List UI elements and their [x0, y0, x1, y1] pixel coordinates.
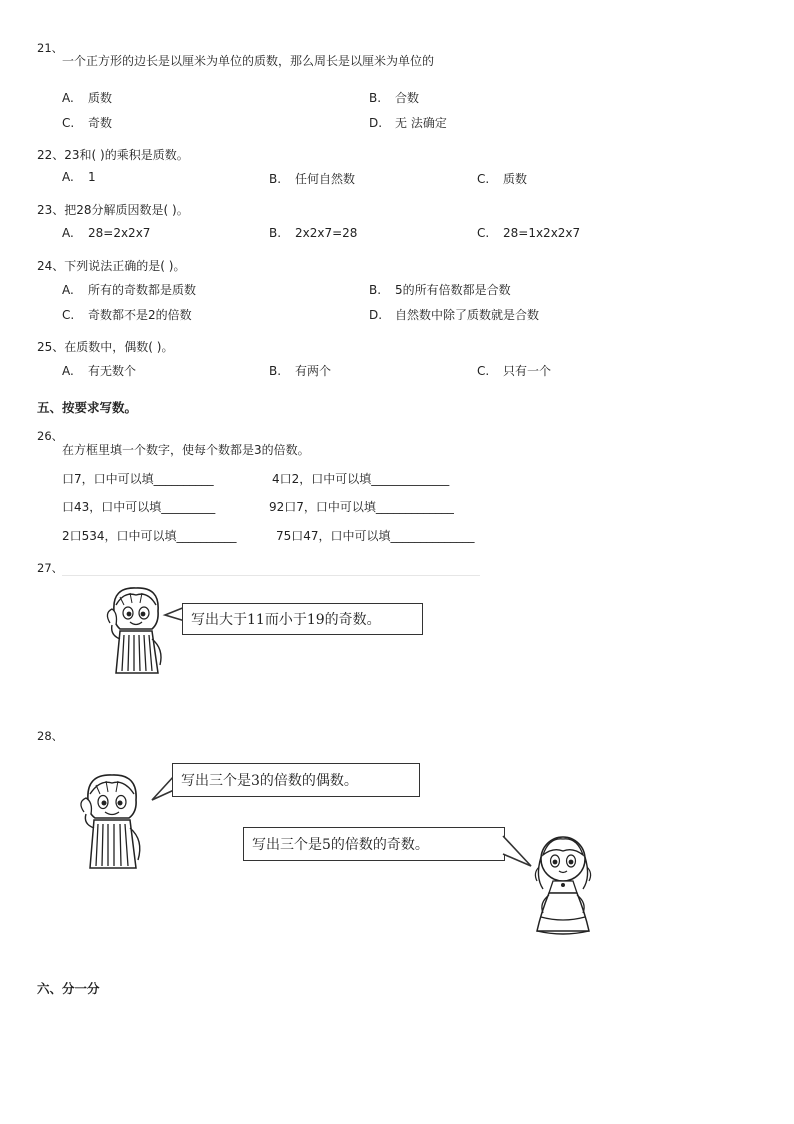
- q25-option-a[interactable]: [62, 362, 136, 379]
- q28-speech-bubble-1: 写出三个是3的倍数的偶数。: [172, 763, 420, 797]
- option-letter: C.: [477, 364, 490, 378]
- q25-option-b[interactable]: [269, 362, 331, 379]
- q21-text: 一个正方形的边长是以厘米为单位的质数，那么周长是以厘米为单位的: [62, 54, 435, 68]
- option-text: 奇数: [88, 116, 113, 130]
- q24-option-a[interactable]: [62, 281, 196, 298]
- option-letter: C.: [62, 308, 75, 322]
- option-letter: A.: [62, 170, 74, 184]
- q25-text: 25、在质数中，偶数( )。: [37, 340, 174, 354]
- q26-item-1[interactable]: 口7，口中可以填__________: [62, 472, 214, 486]
- q26-item-5[interactable]: 2口534，口中可以填__________: [62, 529, 237, 543]
- q26-item-4[interactable]: 92口7，口中可以填_____________: [269, 500, 454, 514]
- option-text: 任何自然数: [295, 172, 356, 186]
- option-letter: A.: [62, 364, 74, 378]
- option-letter: D.: [369, 116, 383, 130]
- q28-speech-bubble-2: 写出三个是5的倍数的奇数。: [243, 827, 505, 861]
- option-letter: B.: [269, 364, 282, 378]
- option-text: 合数: [395, 91, 420, 105]
- option-text: 所有的奇数都是质数: [88, 283, 197, 297]
- q24-option-d[interactable]: [369, 306, 539, 323]
- q21-option-a[interactable]: [62, 89, 112, 106]
- q23-text: 23、把28分解质因数是( )。: [37, 203, 189, 217]
- q23-option-b[interactable]: [269, 226, 357, 240]
- q25-option-c[interactable]: [477, 362, 551, 379]
- q22-option-b[interactable]: [269, 170, 355, 187]
- q26-number: 26、: [37, 429, 64, 443]
- boy-thinking-illustration: [74, 770, 154, 878]
- option-letter: B.: [269, 172, 282, 186]
- option-letter: D.: [369, 308, 383, 322]
- option-letter: A.: [62, 283, 74, 297]
- q22-option-c[interactable]: [477, 170, 527, 187]
- q21-option-d[interactable]: [369, 114, 447, 131]
- q24-text: 24、下列说法正确的是( )。: [37, 259, 186, 273]
- q26-item-2[interactable]: 4口2，口中可以填_____________: [272, 472, 450, 486]
- bubble-tail-icon: [152, 776, 174, 798]
- section-6-heading: 六、分一分: [37, 981, 100, 996]
- girl-illustration: [527, 833, 599, 943]
- option-letter: B.: [369, 283, 382, 297]
- option-text: 有无数个: [88, 364, 137, 378]
- q23-option-c[interactable]: [477, 226, 580, 240]
- section-5-heading: 五、按要求写数。: [37, 400, 138, 415]
- option-text: 28=2x2x7: [88, 226, 151, 240]
- q21-number: 21、: [37, 41, 64, 55]
- option-letter: A.: [62, 226, 74, 240]
- option-text: 1: [88, 170, 96, 184]
- option-text: 5的所有倍数都是合数: [395, 283, 511, 297]
- option-text: 奇数都不是2的倍数: [88, 308, 192, 322]
- q26-item-6[interactable]: 75口47，口中可以填______________: [276, 529, 475, 543]
- q22-option-a[interactable]: [62, 170, 96, 184]
- q22-text: 22、23和( )的乘积是质数。: [37, 148, 189, 162]
- q24-option-c[interactable]: [62, 306, 192, 323]
- option-letter: B.: [369, 91, 382, 105]
- option-text: 无 法确定: [395, 116, 447, 130]
- q21-option-b[interactable]: [369, 89, 419, 106]
- q27-speech-bubble: 写出大于11而小于19的奇数。: [182, 603, 423, 635]
- option-letter: C.: [62, 116, 75, 130]
- divider: [62, 575, 480, 576]
- option-letter: C.: [477, 226, 490, 240]
- option-text: 自然数中除了质数就是合数: [395, 308, 540, 322]
- option-letter: B.: [269, 226, 282, 240]
- option-text: 有两个: [295, 364, 332, 378]
- q28-number: 28、: [37, 729, 64, 743]
- option-text: 28=1x2x2x7: [503, 226, 581, 240]
- option-text: 质数: [88, 91, 113, 105]
- option-letter: C.: [477, 172, 490, 186]
- option-text: 质数: [503, 172, 528, 186]
- option-letter: A.: [62, 91, 74, 105]
- q26-item-3[interactable]: 口43，口中可以填_________: [62, 500, 216, 514]
- boy-thinking-illustration: [100, 583, 175, 683]
- q24-option-b[interactable]: [369, 281, 511, 298]
- q26-text: 在方框里填一个数字，使每个数都是3的倍数。: [62, 443, 310, 457]
- option-text: 2x2x7=28: [295, 226, 358, 240]
- option-text: 只有一个: [503, 364, 552, 378]
- q21-option-c[interactable]: [62, 114, 112, 131]
- q27-number: 27、: [37, 561, 64, 575]
- q23-option-a[interactable]: [62, 226, 150, 240]
